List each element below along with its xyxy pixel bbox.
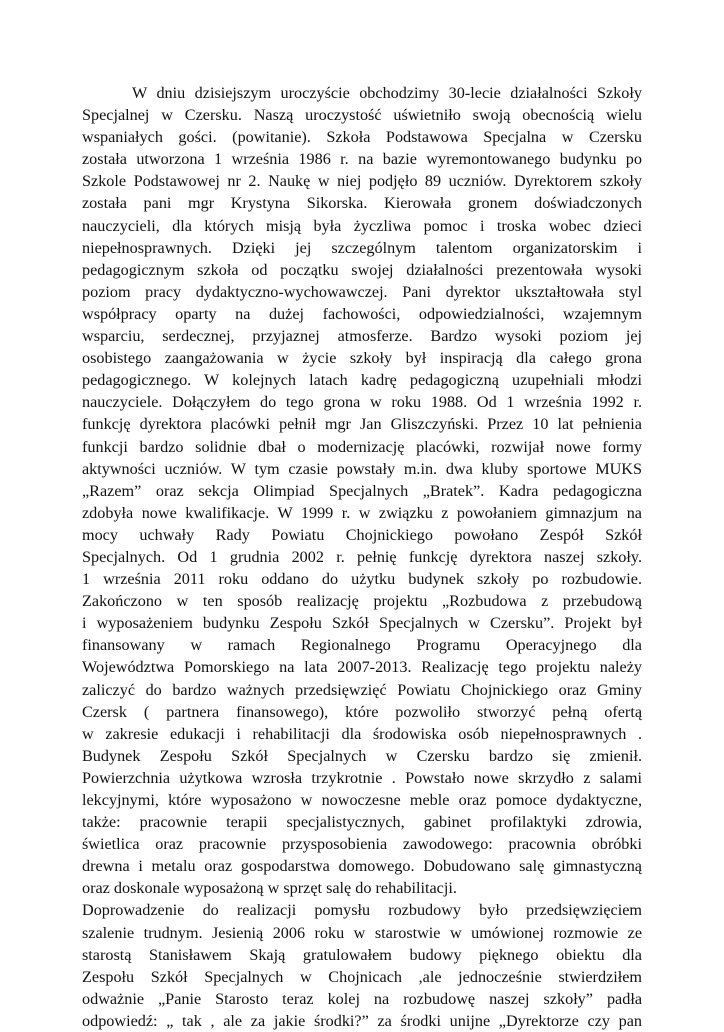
text-line: Doprowadzenie do realizacji pomysłu rozbudowy było przedsięwzięciem <box>82 901 642 920</box>
text-line: szalenie trudnym. Jesienią 2006 roku w starostwie w umówionej rozmowie ze <box>82 923 642 942</box>
text-line: starostą Stanisławem Skają gratulowałem budowy pięknego obiektu dla <box>82 945 642 964</box>
text-line: aktywności uczniów. W tym czasie powstały m.in. dwa kluby sportowe MUKS <box>82 459 642 478</box>
text-line: Powierzchnia użytkowa wzrosła trzykrotnie . Powstało nowe skrzydło z salami <box>82 768 642 787</box>
text-line: osobistego zaangażowania w życie szkoły był inspiracją dla całego grona <box>82 349 642 368</box>
text-line: nauczyciele. Dołączyłem do tego grona w roku 1988. Od 1 września 1992 r. <box>82 393 642 412</box>
text-line: Budynek Zespołu Szkół Specjalnych w Czersku bardzo się zmienił. <box>82 746 642 765</box>
text-line: W dniu dzisiejszym uroczyście obchodzimy 30-lecie działalności Szkoły <box>132 84 642 102</box>
text-line: funkcji bardzo solidnie dbał o modernizację placówki, rozwijał nowe formy <box>82 437 642 456</box>
text-line: współpracy oparty na dużej fachowości, odpowiedzialności, wzajemnym <box>82 304 642 323</box>
text-line: Zakończono w ten sposób realizację projektu „Rozbudowa z przebudową <box>82 592 642 611</box>
text-line: nauczycieli, dla których misją była życzliwa pomoc i troska wobec dzieci <box>82 216 642 235</box>
text-line: funkcję dyrektora placówki pełnił mgr Jan Gliszczyński. Przez 10 lat pełnienia <box>82 415 642 434</box>
body-text <box>82 82 642 1032</box>
text-line: wspaniałych gości. (powitanie). Szkoła Podstawowa Specjalna w Czersku <box>82 128 642 147</box>
text-line: drewna i metalu oraz gospodarstwa domowego. Dobudowano salę gimnastyczną <box>82 857 642 876</box>
text-line: poziom pracy dydaktyczno-wychowawczej. Pani dyrektor ukształtowała styl <box>82 282 642 301</box>
text-line: Zespołu Szkół Specjalnych w Chojnicach ,ale jednocześnie stwierdziłem <box>82 967 642 986</box>
text-line: „Razem” oraz sekcja Olimpiad Specjalnych „Bratek”. Kadra pedagogiczna <box>82 481 642 500</box>
text-line: i wyposażeniem budynku Zespołu Szkół Specjalnych w Czersku”. Projekt był <box>82 614 642 633</box>
text-line: mocy uchwały Rady Powiatu Chojnickiego powołano Zespół Szkół <box>82 525 642 544</box>
text-line: finansowany w ramach Regionalnego Programu Operacyjnego dla <box>82 636 642 655</box>
text-line: zdobyła nowe kwalifikacje. W 1999 r. w związku z powołaniem gimnazjum na <box>82 503 642 522</box>
text-line: Specjalnych. Od 1 grudnia 2002 r. pełnię funkcję dyrektora naszej szkoły. <box>82 547 642 566</box>
text-line: została pani mgr Krystyna Sikorska. Kierowała gronem doświadczonych <box>82 194 642 213</box>
text-line: w zakresie edukacji i rehabilitacji dla środowiska osób niepełnosprawnych . <box>82 724 642 743</box>
text-line: także: pracownie terapii specjalistycznych, gabinet profilaktyki zdrowia, <box>82 813 642 832</box>
text-line: wsparciu, serdecznej, przyjaznej atmosferze. Bardzo wysoki poziom jej <box>82 327 642 346</box>
text-line: odważnie „Panie Starosto teraz kolej na rozbudowę naszej szkoły” padła <box>82 989 642 1008</box>
text-line: pedagogicznym szkoła od początku swojej działalności prezentowała wysoki <box>82 260 642 279</box>
text-line: Specjalnej w Czersku. Naszą uroczystość uświetniło swoją obecnością wielu <box>82 106 642 125</box>
text-line: świetlica oraz pracownie przysposobienia zawodowego: pracownia obróbki <box>82 835 642 854</box>
text-line: Województwa Pomorskiego na lata 2007-2013. Realizację tego projektu należy <box>82 658 642 677</box>
text-line: niepełnosprawnych. Dzięki jej szczególnym talentom organizatorskim i <box>82 238 642 257</box>
text-line: Czersk ( partnera finansowego), które pozwoliło stworzyć pełną ofertą <box>82 702 642 721</box>
text-line: lekcyjnymi, które wyposażono w nowoczesne meble oraz pomoce dydaktyczne, <box>82 791 642 809</box>
text-line: pedagogicznego. W kolejnych latach kadrę pedagogiczną uzupełniali młodzi <box>82 371 642 390</box>
text-line: oraz doskonale wyposażoną w sprzęt salę do rehabilitacji. <box>82 879 457 898</box>
text-line: Szkole Podstawowej nr 2. Naukę w niej podjęło 89 uczniów. Dyrektorem szkoły <box>82 172 642 191</box>
text-line: 1 września 2011 roku oddano do użytku budynek szkoły po rozbudowie. <box>82 570 642 589</box>
text-line: zaliczyć do bardzo ważnych przedsięwzięć Powiatu Chojnickiego oraz Gminy <box>82 680 642 699</box>
text-line: odpowiedź: „ tak , ale za jakie środki?” za środki unijne „Dyrektorze czy pan <box>82 1011 642 1030</box>
text-line: została utworzona 1 września 1986 r. na bazie wyremontowanego budynku po <box>82 150 642 169</box>
